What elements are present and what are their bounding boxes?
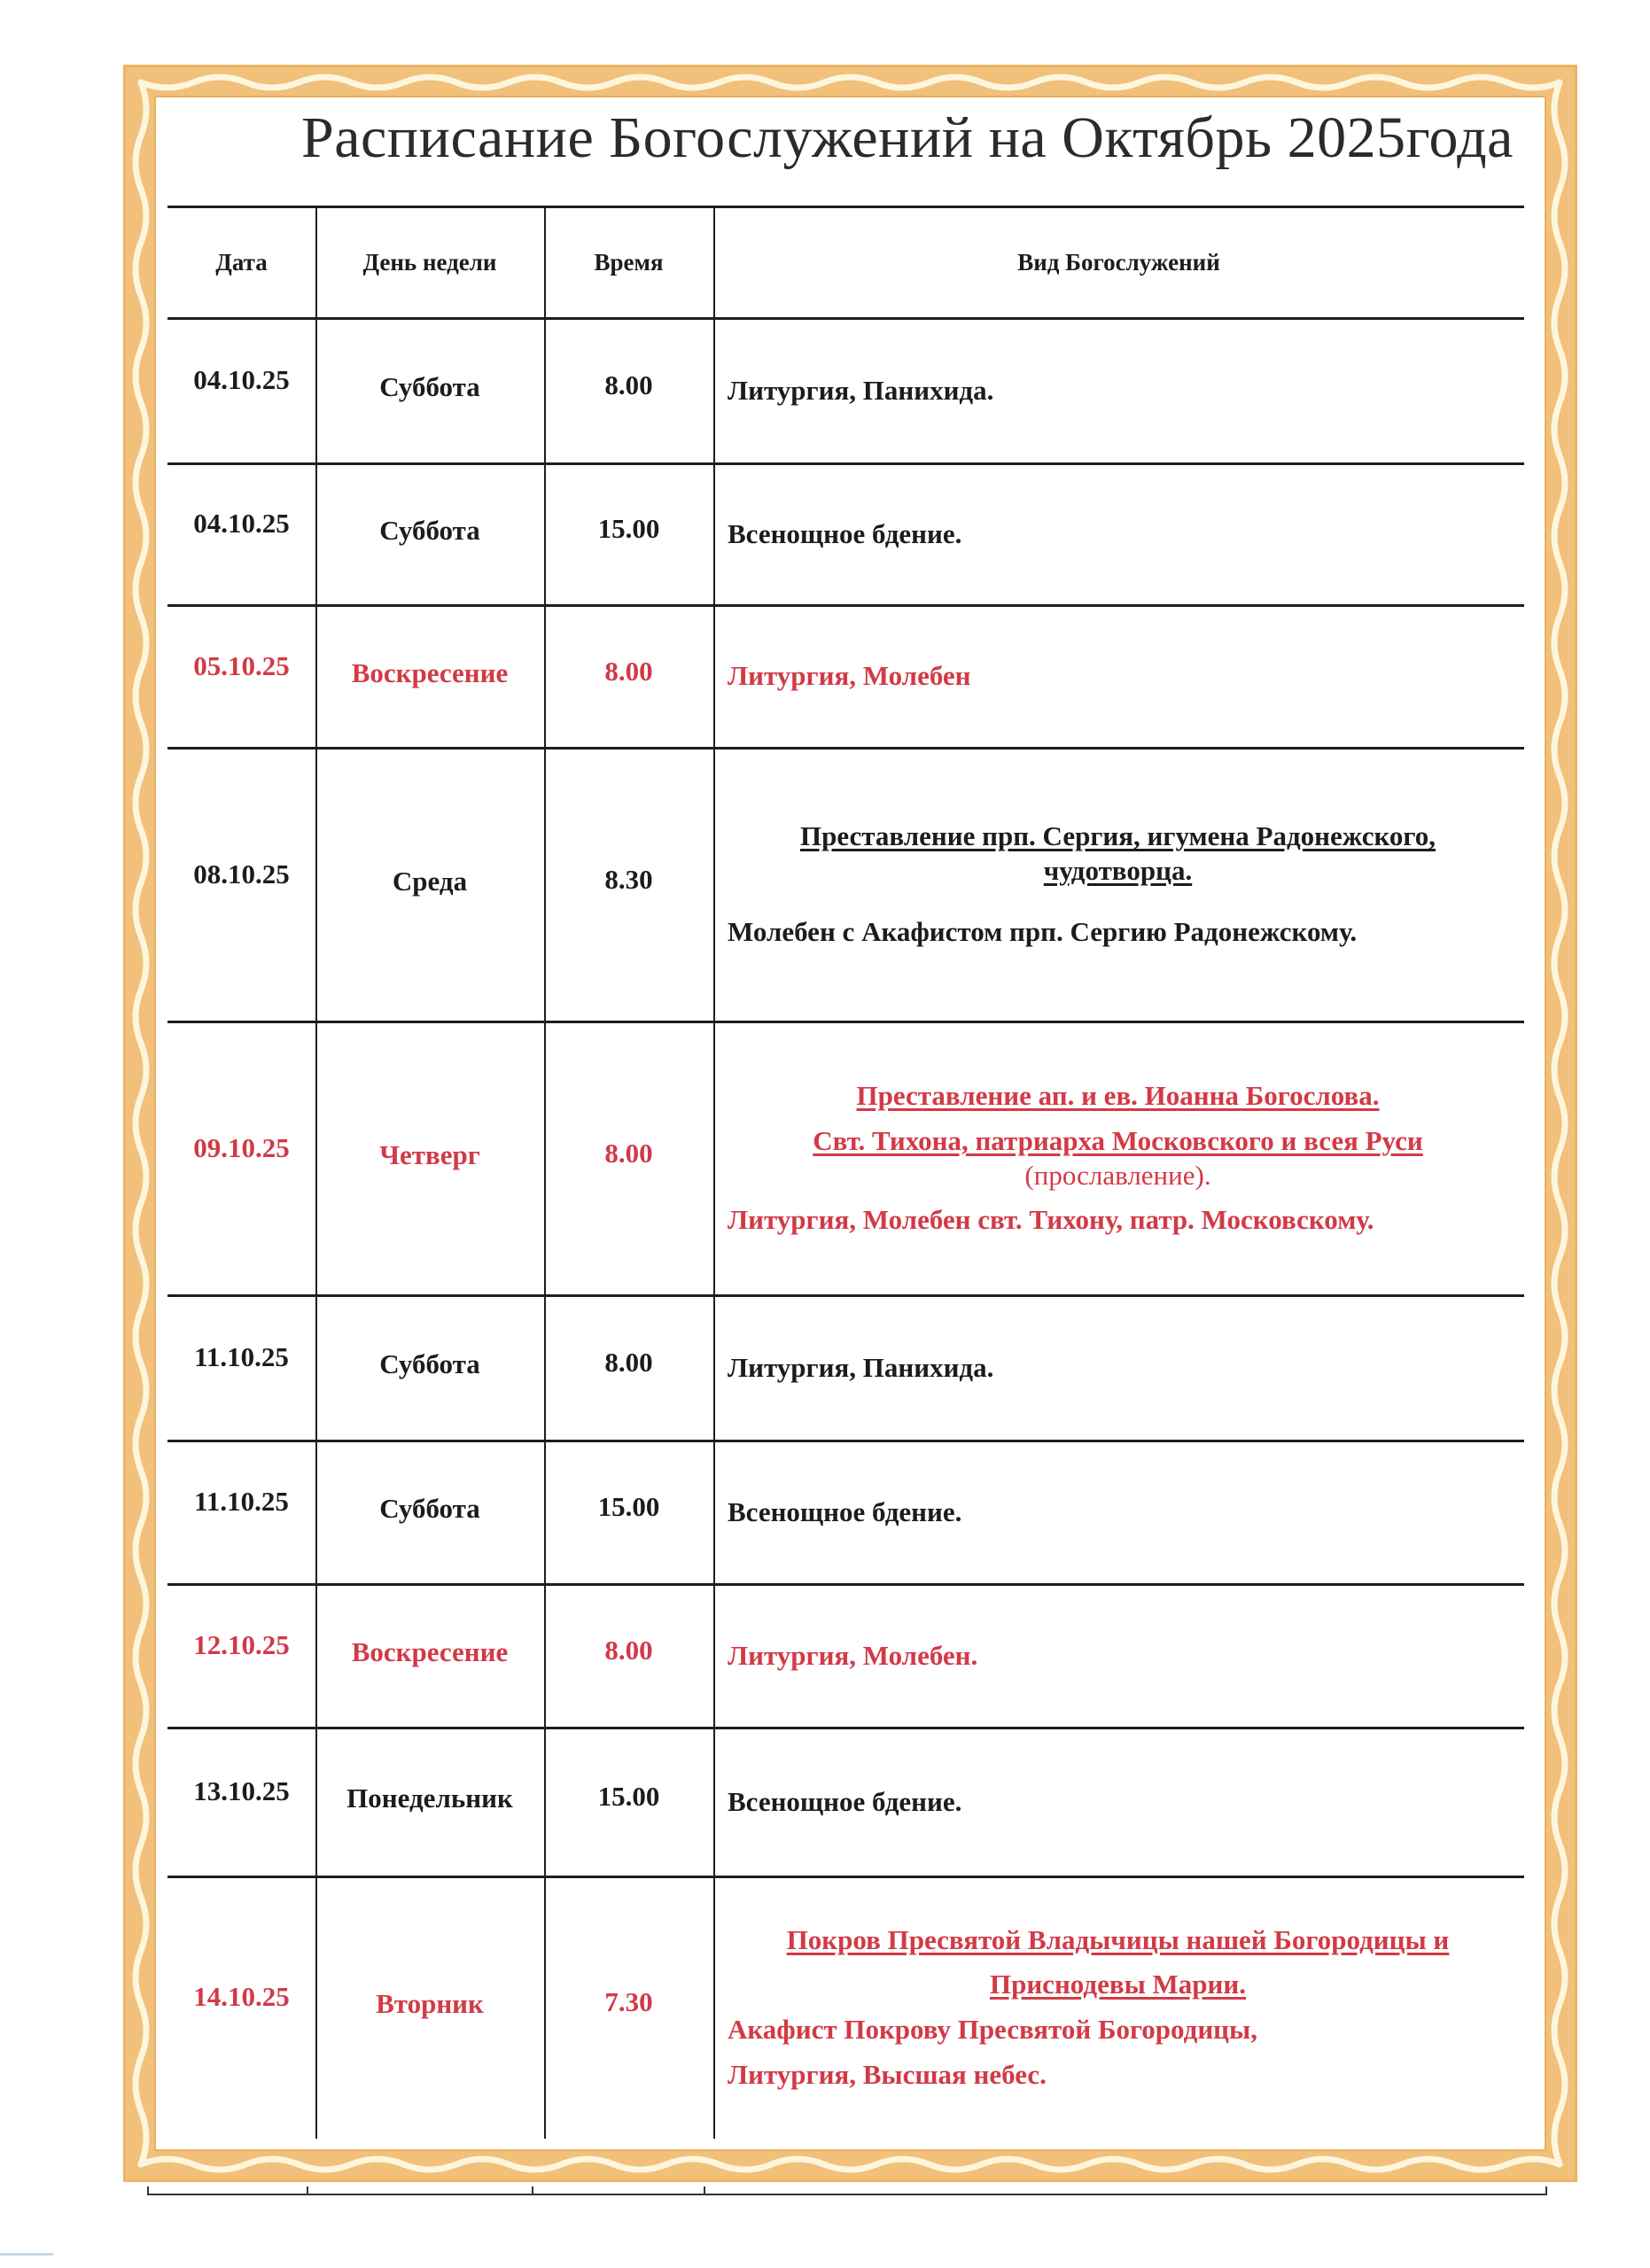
service-text: Всенощное бдение.	[728, 517, 962, 549]
service-line	[728, 1159, 1508, 1193]
time-cell: 15.00	[597, 1491, 660, 1522]
service-line	[728, 2058, 1508, 2093]
date-cell: 05.10.25	[193, 649, 290, 681]
service-line	[728, 1785, 1508, 1820]
service-description-cell	[713, 1295, 1524, 1441]
date-cell: 11.10.25	[194, 1341, 289, 1372]
spacer	[728, 1957, 1508, 1968]
service-description-cell	[713, 1584, 1524, 1728]
service-text: Литургия, Панихида.	[728, 374, 994, 406]
bottom-rule-tick	[532, 2186, 533, 2195]
time-cell: 8.30	[604, 863, 653, 895]
spacer	[728, 1114, 1508, 1124]
time-cell: 8.00	[604, 655, 653, 687]
weekday-cell: Суббота	[379, 1493, 480, 1524]
page-title: Расписание Богослужений на Октябрь 2025года	[301, 105, 1514, 170]
service-text: Литургия, Молебен свт. Тихону, патр. Московскому.	[728, 1204, 1374, 1236]
wave-stroke	[1554, 82, 1565, 2164]
service-text: Литургия, Панихида.	[728, 1351, 994, 1383]
date-cell: 04.10.25	[193, 508, 290, 539]
header-date: Дата	[215, 248, 268, 276]
service-line	[728, 1351, 1508, 1386]
service-text: Литургия, Высшая небес.	[728, 2058, 1047, 2090]
bottom-rule-tick	[307, 2186, 308, 2195]
weekday-cell: Среда	[392, 865, 468, 897]
service-line	[728, 1203, 1508, 1238]
spacer	[728, 1192, 1508, 1203]
service-line	[728, 1495, 1508, 1530]
service-description-cell	[713, 318, 1524, 463]
scan-artifact-line	[0, 2253, 53, 2256]
service-description-cell	[713, 463, 1524, 605]
service-line	[728, 1639, 1508, 1674]
service-text: Акафист Покрову Пресвятой Богородицы,	[728, 2014, 1257, 2045]
time-cell: 15.00	[597, 1781, 660, 1812]
spacer	[728, 2047, 1508, 2058]
feast-title: Свт. Тихона, патриарха Московского и всея Руси	[813, 1124, 1423, 1156]
service-description-cell	[713, 1876, 1524, 2139]
weekday-cell: Вторник	[376, 1988, 484, 2019]
feast-title: Приснодевы Марии.	[989, 1969, 1247, 2000]
service-description-cell	[713, 748, 1524, 1021]
service-text: Литургия, Молебен	[728, 660, 971, 692]
service-description-cell	[713, 605, 1524, 748]
service-description-cell	[713, 1441, 1524, 1584]
service-text: Литургия, Молебен.	[728, 1639, 978, 1671]
wave-stroke	[141, 2159, 1560, 2170]
weekday-cell: Четверг	[379, 1138, 480, 1170]
weekday-cell: Воскресение	[351, 1636, 509, 1667]
spacer	[728, 2002, 1508, 2013]
service-line	[728, 1079, 1508, 1114]
date-cell: 12.10.25	[193, 1629, 290, 1660]
weekday-cell: Понедельник	[346, 1783, 513, 1814]
service-line	[728, 2013, 1508, 2047]
header-weekday: День недели	[362, 248, 497, 276]
service-line	[728, 1968, 1508, 2002]
weekday-cell: Суббота	[379, 371, 480, 402]
feast-title: чудотворца.	[1043, 855, 1193, 887]
time-cell: 8.00	[604, 369, 653, 400]
service-text: Всенощное бдение.	[728, 1495, 962, 1527]
date-cell: 11.10.25	[194, 1486, 289, 1517]
service-line	[728, 854, 1508, 889]
feast-title: Покров Пресвятой Владычицы нашей Богородицы и	[786, 1923, 1450, 1955]
date-cell: 08.10.25	[193, 858, 290, 889]
service-line	[728, 517, 1508, 552]
weekday-cell: Суббота	[379, 1348, 480, 1379]
weekday-cell: Воскресение	[351, 656, 509, 688]
header-service-type: Вид Богослужений	[1017, 248, 1220, 276]
date-cell: 13.10.25	[193, 1775, 290, 1806]
bottom-rule-tick	[147, 2186, 149, 2195]
service-line	[728, 659, 1508, 694]
service-text: (прославление).	[1024, 1159, 1211, 1191]
service-line	[728, 819, 1508, 854]
service-text: Молебен с Акафистом прп. Сергию Радонежскому.	[728, 915, 1358, 947]
wave-stroke	[141, 77, 1560, 88]
time-cell: 7.30	[604, 1986, 653, 2017]
header-time: Время	[594, 248, 664, 276]
service-description-cell	[713, 1021, 1524, 1295]
time-cell: 15.00	[597, 513, 660, 544]
feast-title: Преставление ап. и ев. Иоанна Богослова.	[856, 1080, 1380, 1111]
time-cell: 8.00	[604, 1347, 653, 1378]
time-cell: 8.00	[604, 1635, 653, 1666]
bottom-rule-tick	[1545, 2186, 1547, 2195]
bottom-rule	[147, 2194, 1547, 2195]
service-line	[728, 374, 1508, 408]
service-line	[728, 1923, 1508, 1958]
bottom-rule-tick	[704, 2186, 705, 2195]
service-text: Всенощное бдение.	[728, 1785, 962, 1817]
feast-title: Преставление прп. Сергия, игумена Радонежского,	[800, 820, 1436, 852]
date-cell: 14.10.25	[193, 1981, 290, 2012]
spacer	[728, 889, 1508, 915]
date-cell: 09.10.25	[193, 1131, 290, 1163]
service-line	[728, 915, 1508, 950]
weekday-cell: Суббота	[379, 515, 480, 546]
wave-stroke	[136, 82, 146, 2164]
date-cell: 04.10.25	[193, 364, 290, 395]
service-line	[728, 1124, 1508, 1159]
time-cell: 8.00	[604, 1137, 653, 1169]
service-description-cell	[713, 1728, 1524, 1876]
